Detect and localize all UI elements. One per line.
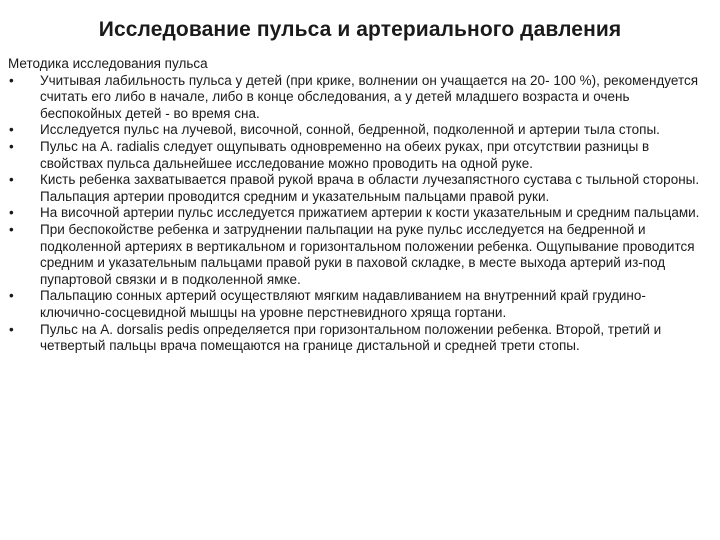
list-item-text: Кисть ребенка захватывается правой рукой врача в области лучезапястного сустава с тыльной стороны. Пальпация артерии проводится средним и указательным пальцами правой руки. xyxy=(40,172,700,204)
list-item xyxy=(8,205,708,222)
list-item xyxy=(8,139,708,172)
bullet-icon: • xyxy=(9,221,14,237)
list-item-text: При беспокойстве ребенка и затруднении пальпации на руке пульс исследуется на бедренной и подколенной артериях в вертикальном и горизонтальном положении ребенка. Ощупывание проводится средним и указательным пальцами правой руки в паховой складке, в месте выхода артерий из-под пупартовой связки и в подколенной ямке. xyxy=(40,221,695,287)
bullet-icon: • xyxy=(9,205,14,221)
list-item-text: На височной артерии пульс исследуется прижатием артерии к кости указательным и средним пальцами. xyxy=(40,205,700,221)
list-item xyxy=(8,172,708,205)
bullet-icon: • xyxy=(9,72,14,88)
list-item xyxy=(8,73,708,123)
bullet-icon: • xyxy=(9,172,14,188)
section-subtitle: Методика исследования пульса xyxy=(8,56,208,71)
bullet-list xyxy=(8,73,708,355)
list-item-text: Пульс на A. radialis следует ощупывать одновременно на обеих руках, при отсутствии разницы в свойствах пульса дальнейшее исследование можно проводить на одной руке. xyxy=(40,138,650,171)
bullet-icon: • xyxy=(9,138,14,154)
slide-content xyxy=(8,56,708,355)
list-item xyxy=(8,222,708,288)
slide-title: Исследование пульса и артериального давления xyxy=(98,18,622,41)
list-item xyxy=(8,322,708,355)
list-item-text: Пульс на A. dorsalis pedis определяется при горизонтальном положении ребенка. Второй, третий и четвертый пальцы врача помещаются на границе дистальной и средней трети стопы. xyxy=(40,321,662,354)
list-item xyxy=(8,122,708,139)
list-item xyxy=(8,288,708,321)
list-item-text: Исследуется пульс на лучевой, височной, сонной, бедренной, подколенной и артерии тыла стопы. xyxy=(40,122,660,138)
bullet-icon: • xyxy=(9,288,14,304)
bullet-icon: • xyxy=(9,122,14,138)
bullet-icon: • xyxy=(9,321,14,337)
list-item-text: Учитывая лабильность пульса у детей (при крике, волнении он учащается на 20- 100 %), рекомендуется считать его либо в начале, либо в конце обследования, а у детей младшего возраста и очень беспокойных детей - во время сна. xyxy=(40,72,699,121)
list-item-text: Пальпацию сонных артерий осуществляют мягким надавливанием на внутренний край грудино-ключично-сосцевидной мышцы на уровне перстневидного хряща гортани. xyxy=(40,288,646,320)
